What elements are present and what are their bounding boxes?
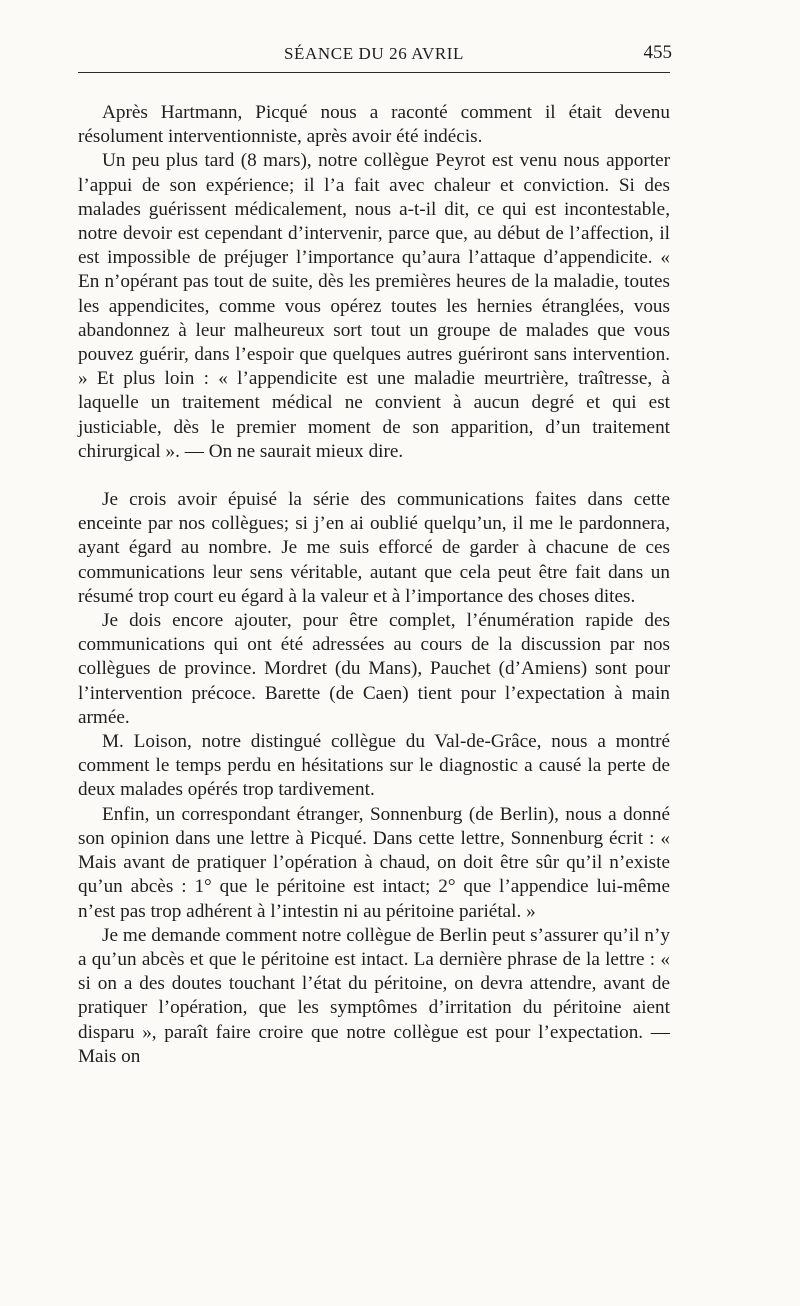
running-title: SÉANCE DU 26 AVRIL <box>283 44 465 63</box>
paragraph: Enfin, un correspondant étranger, Sonnenburg (de Berlin), nous a donné son opinion dans une lettre à Picqué. Dans cette lettre, Sonnenburg écrit : « Mais avant de pratiquer l’opération à chaud, on doit être sûr qu’il n’existe qu’un abcès : 1° que le péritoine est intact; 2° que l’appendice lui-même n’est pas trop adhérent à l’intestin ni au péritoine pariétal. » <box>78 803 670 922</box>
paragraph: Un peu plus tard (8 mars), notre collègue Peyrot est venu nous apporter l’appui de son expérience; il l’a fait avec chaleur et conviction. Si des malades guérissent médicalement, nous a-t-il dit, ce qui est incontestable, notre devoir est cependant d’intervenir, parce que, au début de l’affection, il est impossible de préjuger l’importance qu’aura l’attaque d’appendicite. « En n’opérant pas tout de suite, dès les premières heures de la maladie, toutes les appendicites, comme vous opérez toutes les hernies étranglées, vous abandonnez à leur malheureux sort tout un groupe de malades que vous pouvez guérir, dans l’espoir que quelques autres guériront sans intervention. » Et plus loin : « l’appendicite est une maladie meurtrière, traîtresse, à laquelle un traitement médical ne convient à aucun degré et qui est justiciable, dès le premier moment de son apparition, d’un traitement chirurgical ». — On ne saurait mieux dire. <box>78 150 670 462</box>
section-gap <box>78 464 670 488</box>
paragraph: Je dois encore ajouter, pour être complet, l’énumération rapide des communications qui ont été adressées au cours de la discussion par nos collègues de province. Mordret (du Mans), Pauchet (d’Amiens) sont pour l’intervention précoce. Barette (de Caen) tient pour l’expectation à main armée. <box>78 610 670 728</box>
body-text <box>78 101 670 1069</box>
paragraph: M. Loison, notre distingué collègue du Val-de-Grâce, nous a montré comment le temps perdu en hésitations sur le diagnostic a causé la perte de deux malades opérés trop tardivement. <box>78 731 670 801</box>
paragraph: Je crois avoir épuisé la série des communications faites dans cette enceinte par nos collègues; si j’en ai oublié quelqu’un, il me le pardonnera, ayant égard au nombre. Je me suis efforcé de garder à chacune de ces communications leur sens véritable, autant que cela peut être fait dans un résumé trop court eu égard à la valeur et à l’importance des choses dites. <box>78 489 670 607</box>
page <box>78 40 670 1069</box>
paragraph: Après Hartmann, Picqué nous a raconté comment il était devenu résolument interventionniste, après avoir été indécis. <box>78 102 670 148</box>
paragraph: Je me demande comment notre collègue de Berlin peut s’assurer qu’il n’y a qu’un abcès et que le péritoine est intact. La dernière phrase de la lettre : « si on a des doutes touchant l’état du péritoine, on devra attendre, avant de pratiquer l’opération, que les symptômes d’irritation du péritoine aient disparu », paraît faire croire que notre collègue est pour l’expectation. — Mais on <box>78 924 670 1067</box>
page-number: 455 <box>643 42 672 63</box>
running-head <box>78 40 670 73</box>
